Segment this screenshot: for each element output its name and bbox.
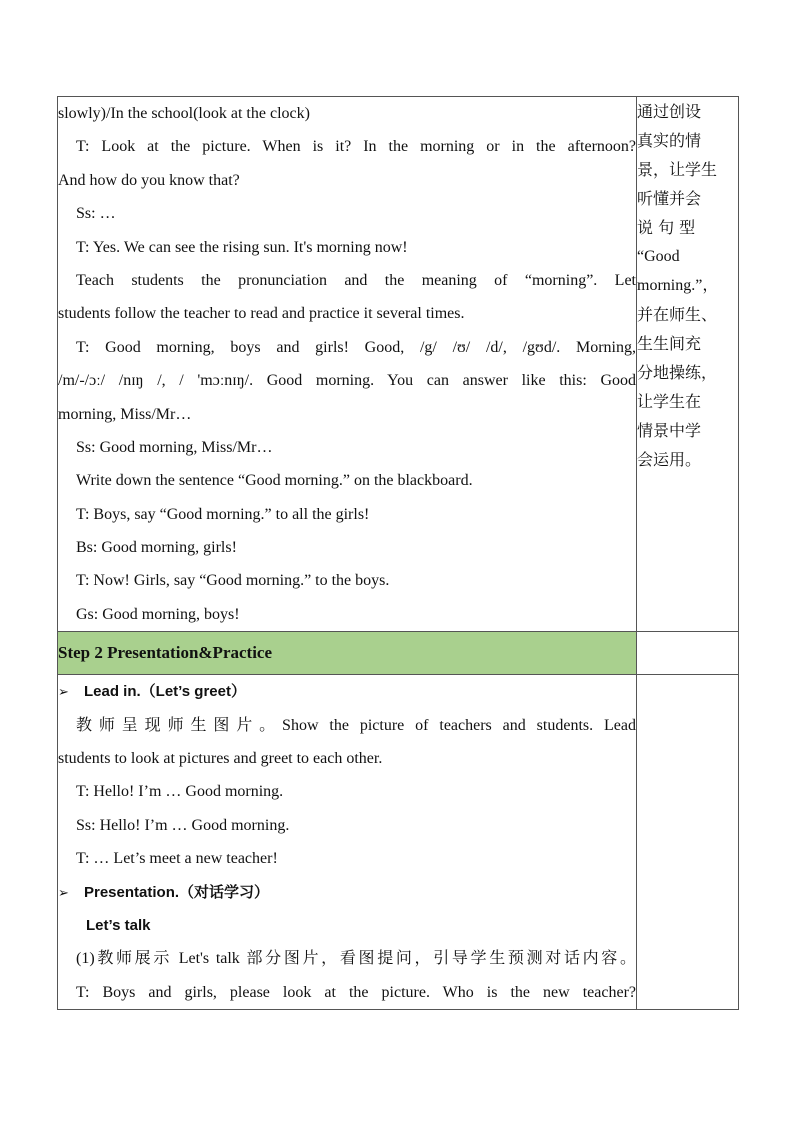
side-note-line: 分地操练，	[637, 363, 718, 382]
side-note-line: morning.”，	[637, 277, 719, 294]
side-note-line: 听懂并会	[637, 189, 702, 208]
text-line: students follow the teacher to read and practice it several times.	[58, 305, 465, 323]
arrow-bullet-icon: ➢	[58, 884, 69, 900]
procedure-cell	[58, 97, 637, 632]
side-note-line: 情景中学	[637, 421, 702, 440]
presentation-label: Presentation.（对话学习）	[84, 883, 270, 901]
procedure-cell	[58, 675, 637, 1010]
text-line: /m/-/ɔː/ /nɪŋ /, / 'mɔːnɪŋ/. Good morning. You can answer like this: Good	[58, 372, 636, 390]
arrow-bullet-icon: ➢	[58, 684, 69, 700]
text-line: (1)教师展示 Let's talk 部分图片，看图提问，引导学生预测对话内容。	[76, 950, 636, 968]
text-line: T: Hello! I’m … Good morning.	[76, 783, 284, 801]
empty-cell	[637, 675, 739, 1010]
design-intent-cell	[637, 97, 739, 632]
side-note-line: 通过创设	[637, 102, 702, 121]
side-note-line: 让学生在	[637, 392, 702, 411]
step-heading: Step 2 Presentation&Practice	[58, 632, 637, 675]
lesson-plan-table	[57, 96, 739, 1010]
table-row	[58, 632, 739, 675]
lead-in-label: Lead in.（Let’s greet）	[84, 683, 246, 701]
text-line: Gs: Good morning, boys!	[76, 605, 240, 623]
table-row	[58, 675, 739, 1010]
text-line: 教师呈现师生图片。Show the picture of teachers and students. Lead	[76, 716, 636, 734]
text-line: And how do you know that?	[58, 171, 240, 189]
text-line: Ss: …	[76, 205, 116, 223]
text-line: students to look at pictures and greet to each other.	[58, 750, 383, 768]
text-line: slowly)/In the school(look at the clock)	[58, 105, 310, 122]
side-note-line: 生生间充	[637, 334, 702, 353]
table-row	[58, 97, 739, 632]
text-line: T: Boys, say “Good morning.” to all the girls!	[76, 505, 370, 523]
side-note-line: “Good	[637, 248, 680, 265]
text-line: T: Look at the picture. When is it? In the morning or in the afternoon?	[76, 138, 636, 156]
text-line: Ss: Good morning, Miss/Mr…	[76, 438, 273, 456]
text-line: T: … Let’s meet a new teacher!	[76, 850, 278, 868]
side-note-line: 说 句 型	[637, 218, 696, 237]
empty-cell	[637, 632, 739, 675]
text-line: Teach students the pronunciation and the meaning of “morning”. Let	[76, 271, 636, 289]
text-line: T: Now! Girls, say “Good morning.” to the boys.	[76, 572, 390, 590]
text-line: T: Good morning, boys and girls! Good, /g/ /ʊ/ /d/, /gʊd/. Morning,	[76, 338, 636, 356]
text-line: morning, Miss/Mr…	[58, 405, 192, 423]
lets-talk-heading: Let’s talk	[86, 916, 151, 934]
text-line: T: Boys and girls, please look at the picture. Who is the new teacher?	[76, 983, 636, 1001]
side-note-line: 景，让学生	[637, 160, 718, 179]
text-line: Ss: Hello! I’m … Good morning.	[76, 816, 290, 834]
lead-in-heading	[58, 675, 636, 708]
text-line: T: Yes. We can see the rising sun. It's morning now!	[76, 238, 408, 256]
text-line: Write down the sentence “Good morning.” on the blackboard.	[76, 472, 473, 490]
side-note-line: 并在师生、	[637, 305, 718, 324]
side-note-line: 会运用。	[637, 450, 702, 469]
presentation-heading	[58, 876, 636, 909]
side-note-line: 真实的情	[637, 131, 702, 150]
text-line: Bs: Good morning, girls!	[76, 539, 237, 557]
